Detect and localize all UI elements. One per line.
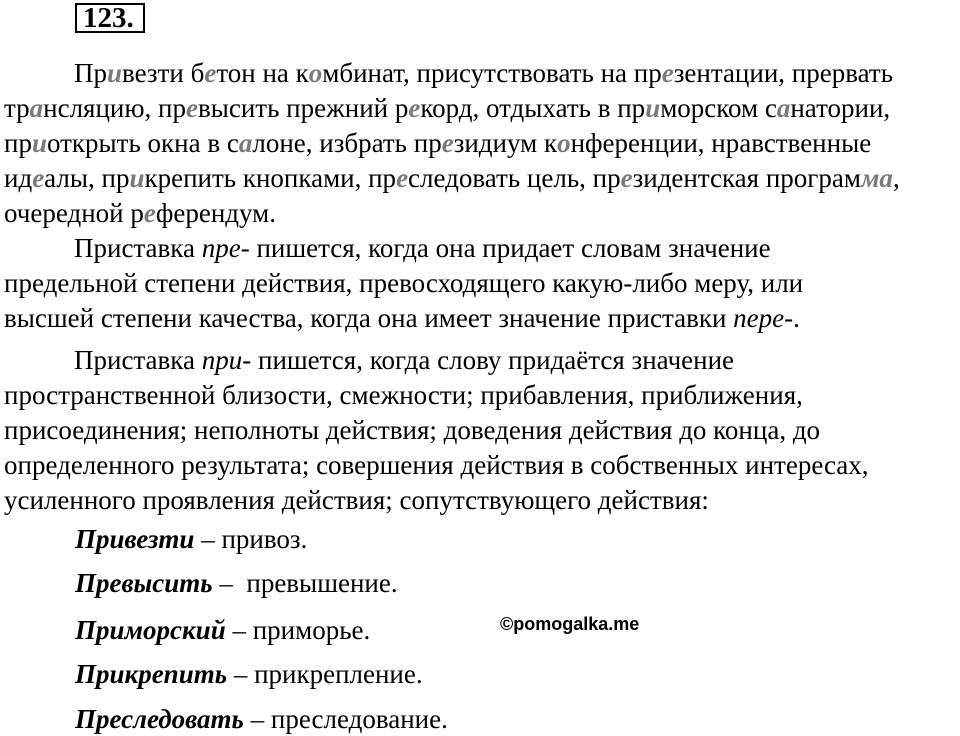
text-line [4, 413, 959, 448]
highlighted-letter: и [129, 163, 145, 193]
text-segment: пространственной близости, смежности; прибавления, приближения, [4, 380, 803, 410]
text-segment: зидентская програм [632, 163, 861, 193]
highlighted-letter: е [408, 93, 421, 123]
highlighted-letter: ма [860, 163, 893, 193]
paragraph-words [4, 56, 959, 231]
text-segment: зидиум к [453, 128, 558, 158]
text-line [4, 378, 959, 413]
text-segment: натории, [790, 93, 891, 123]
example-derivative: – прикрепление. [227, 659, 423, 689]
example-derivative: – привоз. [194, 524, 308, 554]
text-line [4, 483, 959, 518]
text-segment: - пишется, когда она придает словам значение [240, 233, 771, 263]
text-segment: алы, пр [44, 163, 130, 193]
highlighted-letter: а [238, 128, 253, 158]
example-word: Приморский [75, 615, 226, 645]
text-segment: следовать цель, пр [408, 163, 621, 193]
text-segment: тр [4, 93, 30, 123]
text-segment: высить прежний р [197, 93, 409, 123]
highlighted-letter: е [204, 58, 217, 88]
text-line [4, 266, 959, 301]
text-segment: определенного результата; совершения действия в собственных интересах, [4, 450, 869, 480]
text-segment: везти б [122, 58, 205, 88]
highlighted-letter: е [441, 128, 454, 158]
text-segment: Пр [74, 58, 107, 88]
highlighted-letter: а [29, 93, 44, 123]
highlighted-letter: и [31, 128, 47, 158]
example-line [75, 523, 307, 555]
example-word: Привезти [75, 524, 195, 554]
text-segment: высшей степени качества, когда она имеет значение приставки [4, 303, 734, 333]
text-segment: крепить кнопками, пр [144, 163, 397, 193]
text-segment: морском с [660, 93, 777, 123]
text-segment: ид [4, 163, 33, 193]
text-segment: пр [4, 128, 32, 158]
highlighted-letter: е [620, 163, 633, 193]
text-segment: присоединения; неполноты действия; доведения действия до конца, до [4, 415, 821, 445]
highlighted-letter: е [396, 163, 409, 193]
text-segment: усиленного проявления действия; сопутствующего действия: [4, 485, 709, 515]
example-derivative: – приморье. [225, 615, 371, 645]
italic-term: пре [201, 233, 241, 263]
example-line [75, 614, 370, 646]
watermark: ©pomogalka.me [500, 614, 640, 634]
text-segment: зентации, прервать [673, 58, 894, 88]
text-line [4, 126, 959, 161]
text-segment: ферендум. [155, 198, 277, 228]
highlighted-letter: и [645, 93, 661, 123]
paragraph-prefix-pri [4, 343, 959, 518]
text-line [4, 301, 959, 336]
text-segment: корд, отдыхать в пр [420, 93, 646, 123]
text-line [4, 56, 959, 91]
highlighted-letter: е [186, 93, 198, 123]
text-segment: -. [784, 303, 800, 333]
example-line [75, 658, 423, 690]
highlighted-letter: о [557, 128, 571, 158]
text-segment: предельной степени действия, превосходящего какую-либо меру, или [4, 268, 804, 298]
highlighted-letter: и [107, 58, 123, 88]
text-segment: нференции, нравственные [570, 128, 872, 158]
italic-term: при [201, 345, 243, 375]
italic-term: пере [733, 303, 785, 333]
highlighted-letter: о [308, 58, 323, 88]
text-line [4, 196, 959, 231]
text-segment: - пишется, когда слову придаётся значение [242, 345, 735, 375]
highlighted-letter: е [32, 163, 45, 193]
text-line [4, 231, 959, 266]
text-line [4, 448, 959, 483]
exercise-number: 123. [75, 3, 145, 33]
text-segment: очередной р [4, 198, 144, 228]
text-segment: открыть окна в с [46, 128, 239, 158]
example-word: Превысить [75, 568, 213, 598]
text-segment: Приставка [74, 233, 202, 263]
text-line [4, 161, 959, 196]
paragraph-prefix-pre [4, 231, 959, 336]
text-segment: , [892, 163, 900, 193]
text-segment: нсляцию, пр [43, 93, 186, 123]
highlighted-letter: е [661, 58, 674, 88]
example-word: Прикрепить [75, 659, 228, 689]
example-word: Преследовать [75, 704, 244, 734]
highlighted-letter: е [143, 198, 156, 228]
text-line [4, 91, 959, 126]
text-segment: Приставка [74, 345, 202, 375]
example-derivative: – превышение. [212, 568, 398, 598]
text-segment: тон на к [216, 58, 309, 88]
text-line [4, 343, 959, 378]
text-segment: лоне, избрать пр [252, 128, 442, 158]
example-derivative: – преследование. [243, 704, 448, 734]
text-segment: мбинат, присутствовать на пр [322, 58, 662, 88]
highlighted-letter: а [776, 93, 791, 123]
example-line [75, 703, 448, 735]
example-line [75, 567, 398, 599]
